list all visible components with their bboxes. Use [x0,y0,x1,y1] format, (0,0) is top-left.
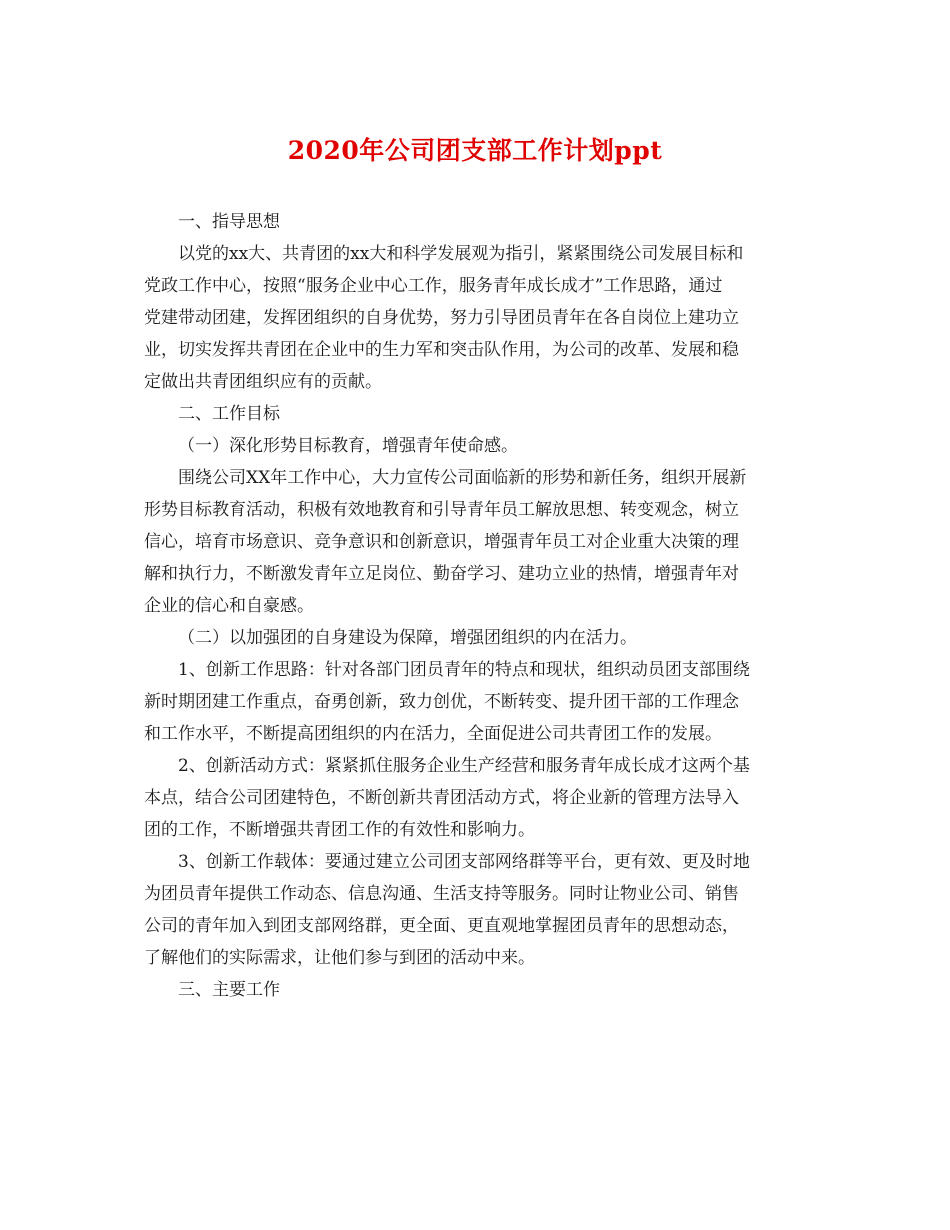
paragraph-line: 形势目标教育活动，积极有效地教育和引导青年员工解放思想、转变观念，树立 [144,500,739,520]
paragraph-line: 团的工作，不断增强共青团工作的有效性和影响力。 [144,820,535,840]
paragraph-line: 信心，培育市场意识、竞争意识和创新意识，增强青年员工对企业重大决策的理 [144,532,739,552]
document-body [144,206,812,1006]
paragraph-line: 围绕公司XX年工作中心，大力宣传公司面临新的形势和新任务，组织开展新 [178,468,747,488]
paragraph-line: 以党的xx大、共青团的xx大和科学发展观为指引，紧紧围绕公司发展目标和 [178,244,744,264]
subsection-heading: （二）以加强团的自身建设为保障，增强团组织的内在活力。 [178,628,637,648]
paragraph-line: 2、创新活动方式：紧紧抓住服务企业生产经营和服务青年成长成才这两个基 [178,756,750,776]
paragraph-line: 3、创新工作载体：要通过建立公司团支部网络群等平台，更有效、更及时地 [178,852,750,872]
paragraph-line: 新时期团建工作重点，奋勇创新，致力创优，不断转变、提升团干部的工作理念 [144,692,739,712]
paragraph-line: 党政工作中心，按照“服务企业中心工作，服务青年成长成才”工作思路，通过 [144,276,723,296]
paragraph-line: 解和执行力，不断激发青年立足岗位、勤奋学习、建功立业的热情，增强青年对 [144,564,739,584]
paragraph-line: 本点，结合公司团建特色，不断创新共青团活动方式，将企业新的管理方法导入 [144,788,739,808]
document-title: 2020年公司团支部工作计划ppt [287,136,663,165]
paragraph-line: 定做出共青团组织应有的贡献。 [144,372,382,392]
paragraph-line: 和工作水平，不断提高团组织的内在活力，全面促进公司共青团工作的发展。 [144,724,722,744]
paragraph-line: 为团员青年提供工作动态、信息沟通、生活支持等服务。同时让物业公司、销售 [144,884,739,904]
paragraph-line: 业，切实发挥共青团在企业中的生力军和突击队作用，为公司的改革、发展和稳 [144,340,739,360]
paragraph-line: 公司的青年加入到团支部网络群，更全面、更直观地掌握团员青年的思想动态， [144,916,739,936]
subsection-heading: （一）深化形势目标教育，增强青年使命感。 [178,436,518,456]
paragraph-line: 1、创新工作思路：针对各部门团员青年的特点和现状，组织动员团支部围绕 [178,660,750,680]
section-heading: 一、指导思想 [178,212,280,232]
paragraph-line: 党建带动团建，发挥团组织的自身优势，努力引导团员青年在各自岗位上建功立 [144,308,739,328]
paragraph-line: 了解他们的实际需求，让他们参与到团的活动中来。 [144,948,535,968]
section-heading: 二、工作目标 [178,404,280,424]
section-heading: 三、主要工作 [178,980,280,1000]
paragraph-line: 企业的信心和自豪感。 [144,596,314,616]
